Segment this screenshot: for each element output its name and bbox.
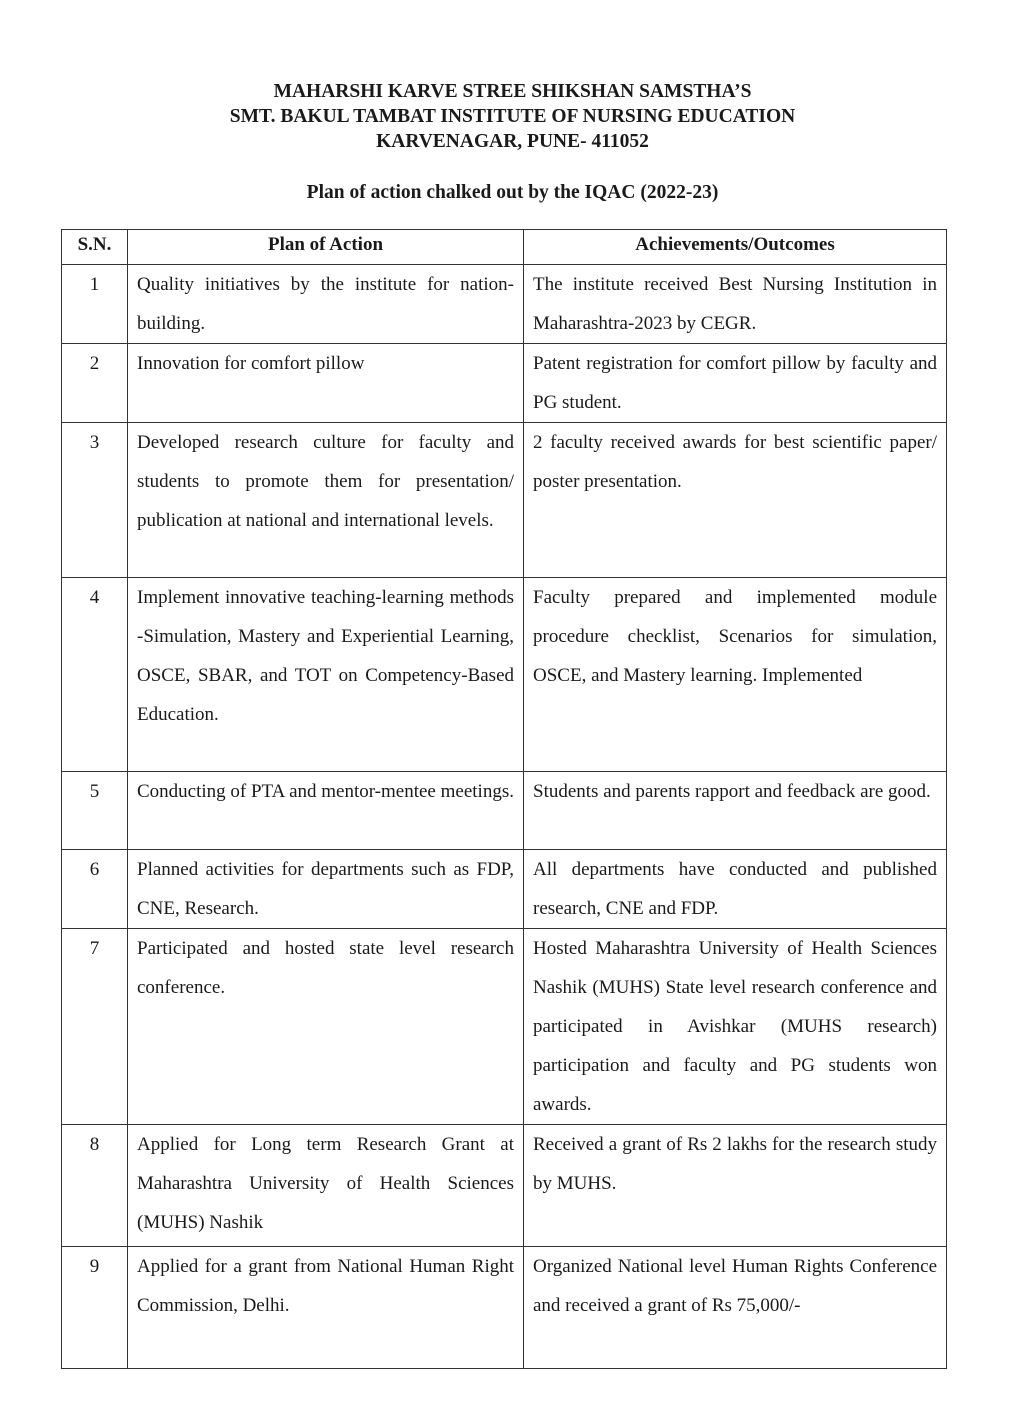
row-plan: Innovation for comfort pillow — [128, 344, 524, 423]
row-outcome: Patent registration for comfort pillow by faculty and PG student. — [524, 344, 947, 423]
header-line-institute: SMT. BAKUL TAMBAT INSTITUTE OF NURSING EDUCATION — [229, 106, 796, 127]
row-sn: 1 — [62, 265, 128, 344]
row-outcome: Students and parents rapport and feedback are good. — [524, 772, 947, 850]
row-plan: Implement innovative teaching-learning methods -Simulation, Mastery and Experiential Learning, OSCE, SBAR, and TOT on Competency-Based Education. — [128, 578, 524, 772]
row-plan: Planned activities for departments such as FDP, CNE, Research. — [128, 850, 524, 929]
row-plan: Conducting of PTA and mentor-mentee meetings. — [128, 772, 524, 850]
row-plan: Applied for a grant from National Human Right Commission, Delhi. — [128, 1247, 524, 1369]
row-plan: Developed research culture for faculty and students to promote them for presentation/ publication at national and international levels. — [128, 423, 524, 578]
institution-header — [0, 79, 1025, 154]
row-sn: 8 — [62, 1125, 128, 1247]
header-line-society: MAHARSHI KARVE STREE SHIKSHAN SAMSTHA’S — [273, 81, 752, 102]
row-outcome: All departments have conducted and published research, CNE and FDP. — [524, 850, 947, 929]
document-title: Plan of action chalked out by the IQAC (2022-23) — [306, 182, 719, 203]
table-header-row — [62, 230, 947, 265]
table-row — [62, 1247, 947, 1369]
row-outcome: Organized National level Human Rights Conference and received a grant of Rs 75,000/- — [524, 1247, 947, 1369]
row-plan: Participated and hosted state level research conference. — [128, 929, 524, 1125]
column-header-outcome: Achievements/Outcomes — [524, 230, 947, 265]
row-outcome: Faculty prepared and implemented module procedure checklist, Scenarios for simulation, OSCE, and Mastery learning. Implemented — [524, 578, 947, 772]
row-sn: 2 — [62, 344, 128, 423]
header-line-address: KARVENAGAR, PUNE- 411052 — [376, 131, 649, 152]
table-row — [62, 929, 947, 1125]
row-sn: 4 — [62, 578, 128, 772]
row-outcome: Hosted Maharashtra University of Health Sciences Nashik (MUHS) State level research conference and participated in Avishkar (MUHS research) participation and faculty and PG students won awards. — [524, 929, 947, 1125]
row-sn: 5 — [62, 772, 128, 850]
column-header-sn: S.N. — [62, 230, 128, 265]
row-outcome: 2 faculty received awards for best scientific paper/ poster presentation. — [524, 423, 947, 578]
action-plan-table — [61, 229, 947, 1369]
table-row — [62, 578, 947, 772]
row-outcome: Received a grant of Rs 2 lakhs for the research study by MUHS. — [524, 1125, 947, 1247]
column-header-plan: Plan of Action — [128, 230, 524, 265]
table-row — [62, 423, 947, 578]
table-row — [62, 344, 947, 423]
row-plan: Quality initiatives by the institute for nation-building. — [128, 265, 524, 344]
table-row — [62, 850, 947, 929]
row-sn: 7 — [62, 929, 128, 1125]
row-plan: Applied for Long term Research Grant at Maharashtra University of Health Sciences (MUHS) Nashik — [128, 1125, 524, 1247]
row-sn: 6 — [62, 850, 128, 929]
table-row — [62, 1125, 947, 1247]
table-row — [62, 265, 947, 344]
row-sn: 9 — [62, 1247, 128, 1369]
row-outcome: The institute received Best Nursing Institution in Maharashtra-2023 by CEGR. — [524, 265, 947, 344]
table-row — [62, 772, 947, 850]
row-sn: 3 — [62, 423, 128, 578]
